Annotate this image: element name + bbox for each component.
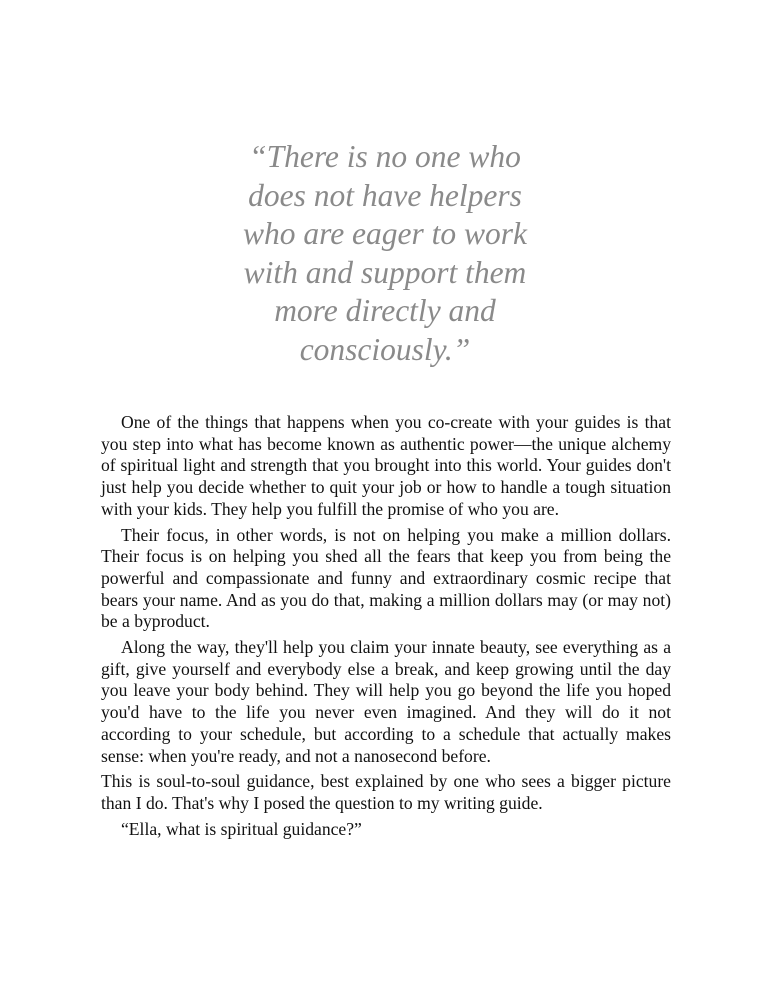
pull-quote-line: “There is no one who [249, 139, 521, 174]
paragraph-soul-to-soul: This is soul-to-soul guidance, best explained by one who sees a bigger picture than I do. That's why I posed the question to my writing guide. [101, 771, 671, 813]
pull-quote-line: with and support them [243, 254, 527, 290]
body-text [101, 412, 671, 844]
paragraph-along-the-way: Along the way, they'll help you claim your innate beauty, see everything as a gift, give yourself and everybody else a break, and keep growing until the day you leave your body behind. They will help you go beyond the life you hoped you'd have to the life you never even imagined. And they will do it not according to your schedule, but according to a schedule that actually makes sense: when you're ready, and not a nanosecond before. [101, 637, 671, 766]
pull-quote [180, 138, 590, 369]
paragraph-authentic-power: One of the things that happens when you co-create with your guides is that you step into what has become known as authentic power—the unique alchemy of spiritual light and strength that you brought into this world. Your guides don't just help you decide whether to quit your job or how to handle a tough situation with your kids. They help you fulfill the promise of who you are. [101, 412, 671, 519]
paragraph-question: “Ella, what is spiritual guidance?” [121, 818, 362, 839]
paragraph-focus: Their focus, in other words, is not on helping you make a million dollars. Their focus is on helping you shed all the fears that keep you from being the powerful and compassionate and funny and extraordinary cosmic recipe that bears your name. And as you do that, making a million dollars may (or may not) be a byproduct. [101, 524, 671, 632]
pull-quote-line: more directly and [274, 293, 496, 328]
pull-quote-line: who are eager to work [242, 216, 528, 251]
pull-quote-line: consciously.” [299, 331, 471, 367]
pull-quote-line: does not have helpers [248, 177, 522, 213]
